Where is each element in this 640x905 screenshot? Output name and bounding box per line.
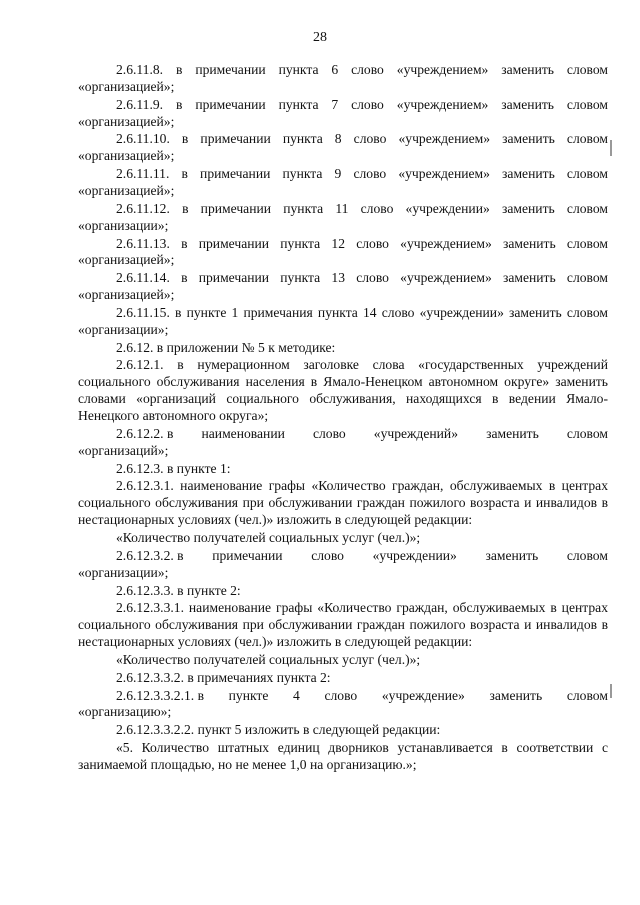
paragraph-2-6-11-14: 2.6.11.14. в примечании пункта 13 слово «учреждением» заменить словом «организацией»; xyxy=(78,270,608,303)
scan-artifact xyxy=(610,140,612,156)
paragraph-2-6-11-13: 2.6.11.13. в примечании пункта 12 слово «учреждением» заменить словом «организацией»; xyxy=(78,235,608,268)
spread-line xyxy=(78,688,608,705)
paragraph-2-6-12-3-2 xyxy=(78,548,608,582)
word: словом xyxy=(566,687,608,703)
word: заменить xyxy=(486,425,539,441)
quote-paragraph: «5. Количество штатных единиц дворников устанавливается в соответствии с занимаемой площадью, но не менее 1,0 на организацию.»; xyxy=(78,740,608,772)
word: 4 xyxy=(293,687,300,703)
word: «учреждении» xyxy=(372,547,457,563)
word: слово xyxy=(312,425,346,441)
spread-line xyxy=(78,426,608,443)
paragraph-2-6-11-15: 2.6.11.15. в пункте 1 примечания пункта 14 слово «учреждении» заменить словом «организации»; xyxy=(78,304,608,337)
word: заменить xyxy=(485,547,539,563)
paragraph-2-6-12-2 xyxy=(78,426,608,460)
word: словом xyxy=(566,547,608,563)
word: слово xyxy=(311,547,344,563)
paragraph-2-6-12-3-3-1: 2.6.12.3.3.1. наименование графы «Количество граждан, обслуживаемых в центрах социального обслуживания при обслуживании граждан пожилого возраста и инвалидов в нестационарных условиях (чел.)» изложить в следующей редакции: xyxy=(78,600,608,650)
word: «учреждений» xyxy=(373,425,459,441)
paragraph-2-6-12-1: 2.6.12.1. в нумерационном заголовке слова «государственных учреждений социального обслуживания населения в Ямало-Ненецком автономном округе» заменить словами «организаций социального обслуживания, находящихся в ведении Ямало-Ненецкого автономного округа»; xyxy=(78,357,608,424)
line-tail: «организаций»; xyxy=(78,442,169,458)
paragraph-2-6-11-10: 2.6.11.10. в примечании пункта 8 слово «учреждением» заменить словом «организацией»; xyxy=(78,131,608,164)
word: словом xyxy=(566,425,608,441)
paragraph-2-6-12-3-3-2-2: 2.6.12.3.3.2.2. пункт 5 изложить в следующей редакции: xyxy=(116,722,441,738)
document-body xyxy=(78,62,608,775)
paragraph-2-6-11-8: 2.6.11.8. в примечании пункта 6 слово «учреждением» заменить словом «организацией»; xyxy=(78,62,608,94)
word: 2.6.12.3.3.2.1. в xyxy=(116,687,204,703)
quote-line: «Количество получателей социальных услуг (чел.)»; xyxy=(116,651,421,667)
word: пункте xyxy=(228,687,269,703)
paragraph-2-6-11-9: 2.6.11.9. в примечании пункта 7 слово «учреждением» заменить словом «организацией»; xyxy=(78,96,608,129)
paragraph-2-6-12-3-1: 2.6.12.3.1. наименование графы «Количество граждан, обслуживаемых в центрах социального обслуживания при обслуживании граждан пожилого возраста и инвалидов в нестационарных условиях (чел.)» изложить в следующей редакции: xyxy=(78,478,608,528)
word: слово xyxy=(324,687,358,703)
page-number: 28 xyxy=(313,30,327,45)
paragraph-2-6-11-11: 2.6.11.11. в примечании пункта 9 слово «учреждением» заменить словом «организацией»; xyxy=(78,166,608,199)
paragraph-2-6-12-3-3: 2.6.12.3.3. в пункте 2: xyxy=(116,582,241,598)
spread-line xyxy=(78,548,608,565)
quote-line: «Количество получателей социальных услуг (чел.)»; xyxy=(116,530,421,546)
line-tail: «организацию»; xyxy=(78,704,172,720)
scan-artifact xyxy=(610,684,612,698)
paragraph-2-6-12-3: 2.6.12.3. в пункте 1: xyxy=(116,460,231,476)
line-tail: «организации»; xyxy=(78,564,169,580)
word: «учреждение» xyxy=(381,687,465,703)
paragraph-2-6-12: 2.6.12. в приложении № 5 к методике: xyxy=(116,339,336,355)
word: заменить xyxy=(489,687,543,703)
paragraph-2-6-11-12: 2.6.11.12. в примечании пункта 11 слово «учреждении» заменить словом «организации»; xyxy=(78,200,608,233)
paragraph-2-6-12-3-3-2-1 xyxy=(78,688,608,722)
paragraph-2-6-12-3-3-2: 2.6.12.3.3.2. в примечаниях пункта 2: xyxy=(116,669,331,685)
word: 2.6.12.2. в xyxy=(116,425,174,441)
word: примечании xyxy=(212,547,283,563)
word: наименовании xyxy=(201,425,285,441)
word: 2.6.12.3.2. в xyxy=(116,547,184,563)
